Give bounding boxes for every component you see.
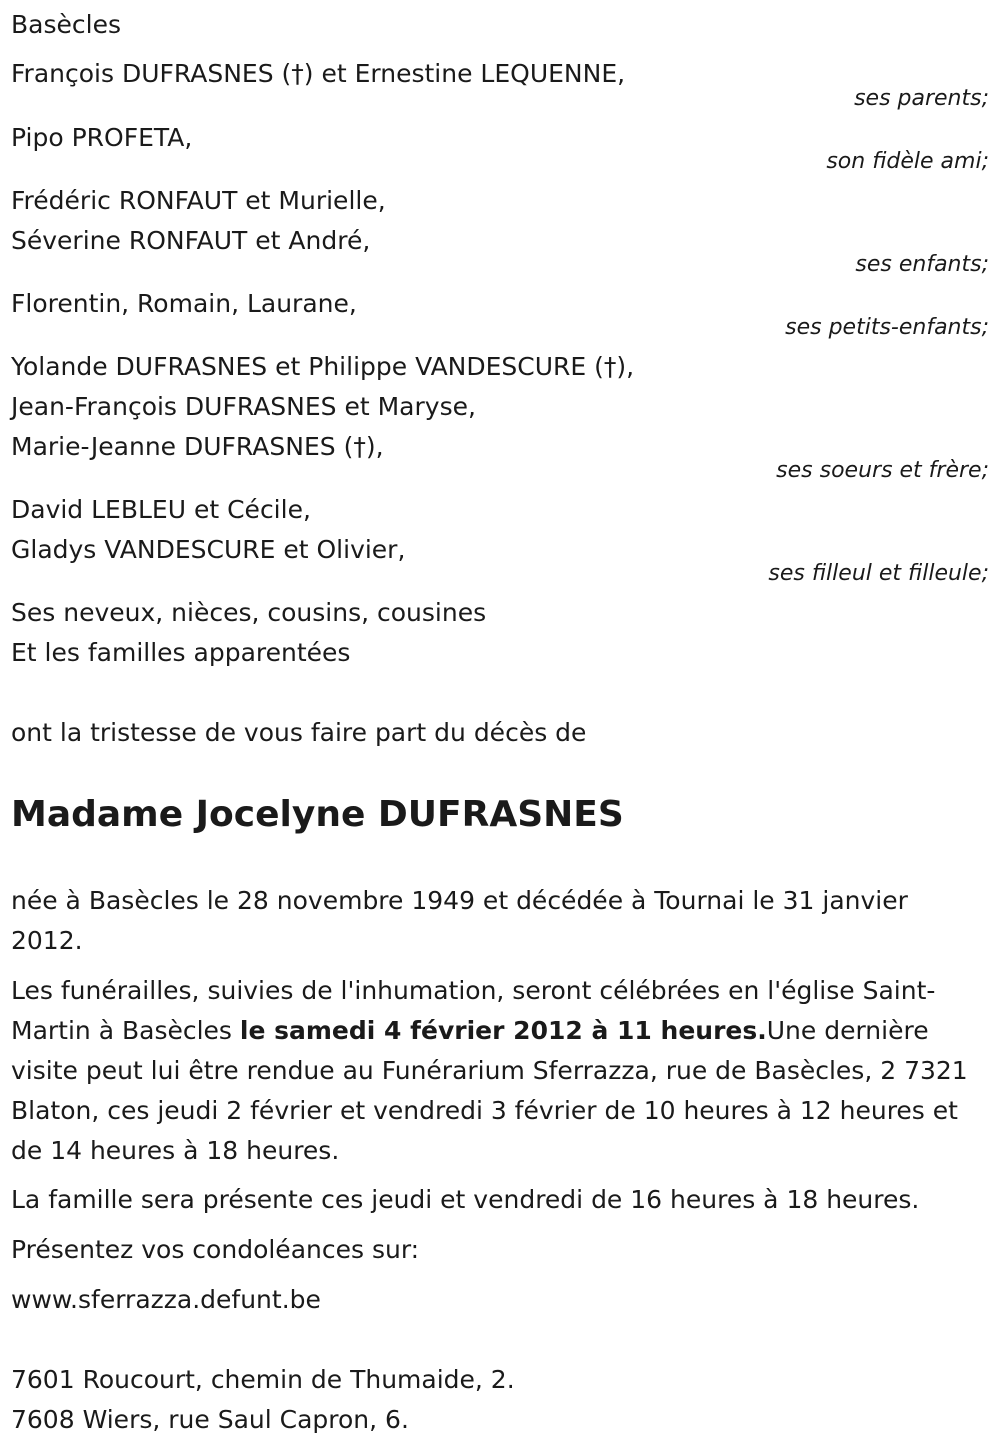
funeral-text-before: Les funérailles, suivies de l'inhumation, seront célébrées en l'église Saint-Martin à Basècles	[11, 976, 936, 1045]
family-line: David LEBLEU et Cécile,	[11, 495, 311, 524]
family-line: Pipo PROFETA,	[11, 123, 193, 152]
funeral-date: le samedi 4 février 2012 à 11 heures.	[239, 1016, 767, 1045]
family-line: Gladys VANDESCURE et Olivier,	[11, 535, 406, 564]
relation-label: ses enfants;	[855, 252, 989, 277]
family-line: Ses neveux, nièces, cousins, cousines	[11, 598, 487, 627]
address-line: 7608 Wiers, rue Saul Capron, 6.	[11, 1405, 409, 1434]
relation-label: ses soeurs et frère;	[776, 458, 989, 483]
family-line: Frédéric RONFAUT et Murielle,	[11, 186, 386, 215]
family-line: Séverine RONFAUT et André,	[11, 226, 371, 255]
relation-label: ses petits-enfants;	[785, 315, 989, 340]
relation-label: son fidèle ami;	[826, 149, 989, 174]
website-link[interactable]: www.sferrazza.defunt.be	[11, 1285, 321, 1314]
family-line: Jean-François DUFRASNES et Maryse,	[11, 392, 476, 421]
relation-label: ses parents;	[854, 86, 989, 111]
announcement-text: ont la tristesse de vous faire part du décès de	[11, 718, 587, 747]
family-line: Marie-Jeanne DUFRASNES (†),	[11, 432, 384, 461]
family-line: Yolande DUFRASNES et Philippe VANDESCURE (†),	[11, 352, 635, 381]
funeral-text-after: Une dernière visite peut lui être rendue au Funérarium Sferrazza, rue de Basècles, 2 7321 Blaton, ces jeudi 2 février et vendredi 3 février de 10 heures à 12 heures et de 14 heures à 18 heures.	[11, 1016, 968, 1165]
family-line: François DUFRASNES (†) et Ernestine LEQUENNE,	[11, 59, 626, 88]
relation-label: ses filleul et filleule;	[768, 561, 989, 586]
location: Basècles	[11, 10, 121, 39]
condolences-label: Présentez vos condoléances sur:	[11, 1235, 420, 1264]
family-line: Et les familles apparentées	[11, 638, 351, 667]
deceased-name: Madame Jocelyne DUFRASNES	[11, 794, 624, 835]
birth-death-text: née à Basècles le 28 novembre 1949 et décédée à Tournai le 31 janvier 2012.	[11, 886, 908, 955]
family-line: Florentin, Romain, Laurane,	[11, 289, 357, 318]
address-line: 7601 Roucourt, chemin de Thumaide, 2.	[11, 1365, 515, 1394]
family-presence-text: La famille sera présente ces jeudi et vendredi de 16 heures à 18 heures.	[11, 1185, 920, 1214]
funeral-paragraph	[11, 971, 986, 1171]
